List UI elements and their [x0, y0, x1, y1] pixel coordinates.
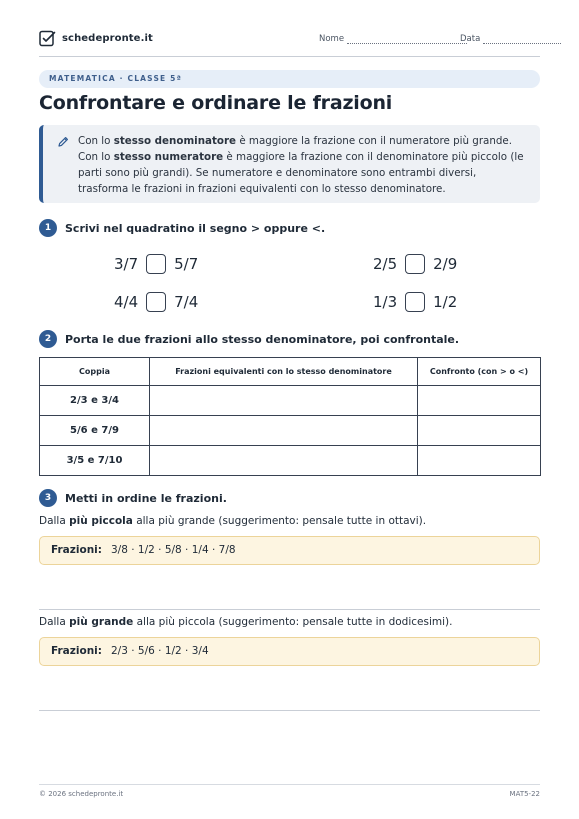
answer-line-2[interactable] [39, 710, 540, 711]
fractions-box-1 [39, 536, 540, 565]
answer-box[interactable] [146, 292, 166, 312]
column-header: Confronto (con > o <) [418, 358, 541, 386]
fraction-left: 1/3 [373, 293, 398, 311]
note-bold: stesso denominatore [113, 135, 237, 147]
table-row [40, 446, 541, 476]
answer-box[interactable] [405, 254, 425, 274]
date-line[interactable] [483, 35, 561, 44]
column-header: Frazioni equivalenti con lo stesso denominatore [150, 358, 418, 386]
date-label: Data [460, 34, 481, 44]
ordering-instruction-2 [39, 616, 452, 628]
exercise-3-header [39, 489, 227, 507]
page-title: Confrontare e ordinare le frazioni [39, 92, 393, 114]
equivalent-answer-cell[interactable] [150, 446, 418, 476]
answer-box[interactable] [146, 254, 166, 274]
subject-tag-text: MATEMATICA · CLASSE 5ª [49, 74, 183, 83]
exercise-number-badge: 1 [39, 219, 57, 237]
header-divider [39, 56, 540, 57]
instruction-bold: più piccola [69, 515, 133, 527]
table-row [40, 416, 541, 446]
equivalent-answer-cell[interactable] [150, 386, 418, 416]
fraction-left: 2/5 [373, 255, 398, 273]
instruction-part: Dalla [39, 616, 70, 628]
exercise-title: Scrivi nel quadratino il segno > oppure <. [65, 221, 326, 235]
table-header-row [40, 358, 541, 386]
footer-code: MAT5-22 [509, 790, 540, 798]
name-label: Nome [319, 34, 345, 44]
date-field[interactable] [460, 34, 561, 44]
answer-box[interactable] [405, 292, 425, 312]
comparison-item [373, 254, 457, 274]
exercise-number-badge: 2 [39, 330, 57, 348]
note-part: è maggiore la frazione con il numeratore più grande. Con lo [78, 135, 513, 163]
instruction-part: Dalla [39, 515, 70, 527]
fraction-right: 5/7 [174, 255, 199, 273]
exercise-2-header [39, 330, 459, 348]
note-part: è maggiore la frazione con il denominatore più piccolo (le parti sono più grandi). Se numeratore e denominatore sono entrambi diversi, trasforma le frazioni in frazioni equivalenti con lo stesso denominatore. [78, 151, 524, 195]
checklist-logo-icon [39, 30, 56, 47]
footer-divider [39, 784, 540, 785]
note-bold: stesso numeratore [113, 151, 224, 163]
comparison-item [114, 292, 198, 312]
pair-cell: 5/6 e 7/9 [40, 416, 150, 446]
comparison-item [373, 292, 457, 312]
rule-note [39, 125, 540, 203]
name-field[interactable] [319, 34, 467, 44]
exercise-title: Metti in ordine le frazioni. [65, 491, 227, 505]
fractions-values: 3/8 · 1/2 · 5/8 · 1/4 · 7/8 [111, 544, 236, 556]
exercise-1-header [39, 219, 325, 237]
table-row [40, 386, 541, 416]
instruction-part: alla più piccola (suggerimento: pensale tutte in dodicesimi). [133, 616, 453, 628]
fraction-left: 4/4 [114, 293, 139, 311]
comparison-answer-cell[interactable] [418, 416, 541, 446]
fraction-left: 3/7 [114, 255, 139, 273]
note-text [78, 133, 528, 197]
exercise-number-badge: 3 [39, 489, 57, 507]
comparison-answer-cell[interactable] [418, 386, 541, 416]
pair-cell: 2/3 e 3/4 [40, 386, 150, 416]
comparison-answer-cell[interactable] [418, 446, 541, 476]
instruction-part: alla più grande (suggerimento: pensale tutte in ottavi). [132, 515, 427, 527]
fractions-label: Frazioni: [51, 544, 102, 556]
equivalent-answer-cell[interactable] [150, 416, 418, 446]
equivalent-fractions-table [39, 357, 541, 476]
instruction-bold: più grande [69, 616, 134, 628]
subject-tag [39, 70, 540, 88]
name-line[interactable] [347, 35, 467, 44]
fraction-right: 2/9 [433, 255, 458, 273]
pencil-icon [57, 136, 69, 148]
brand [39, 30, 153, 47]
fractions-label: Frazioni: [51, 645, 102, 657]
brand-name: schedepronte.it [62, 33, 153, 44]
column-header: Coppia [40, 358, 150, 386]
fraction-right: 1/2 [433, 293, 458, 311]
pair-cell: 3/5 e 7/10 [40, 446, 150, 476]
fractions-box-2 [39, 637, 540, 666]
comparison-item [114, 254, 198, 274]
answer-line-1[interactable] [39, 609, 540, 610]
note-part: Con lo [78, 135, 114, 147]
footer-copyright: © 2026 schedepronte.it [39, 790, 124, 798]
fractions-values: 2/3 · 5/6 · 1/2 · 3/4 [111, 645, 209, 657]
fraction-right: 7/4 [174, 293, 199, 311]
exercise-title: Porta le due frazioni allo stesso denominatore, poi confrontale. [65, 332, 460, 346]
ordering-instruction-1 [39, 515, 426, 527]
